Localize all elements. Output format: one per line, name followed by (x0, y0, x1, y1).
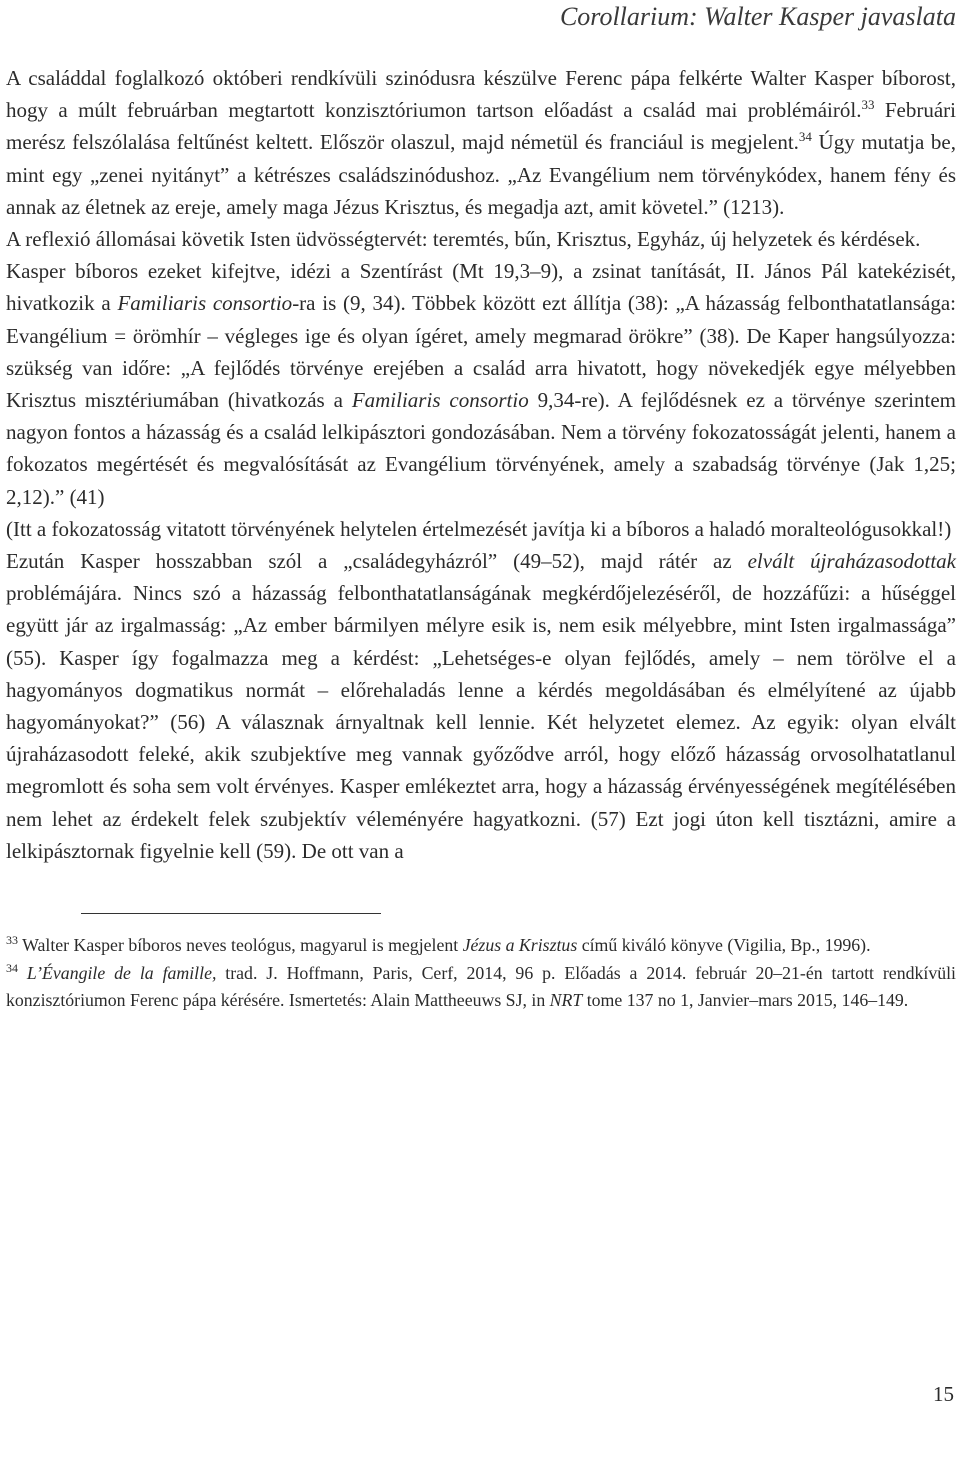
footnote-33-text-a: Walter Kasper bíboros neves teológus, magyarul is megjelent (18, 935, 463, 956)
footnote-34-text-b: tome 137 no 1, Janvier–mars 2015, 146–149. (582, 990, 909, 1011)
paragraph-4: (Itt a fokozatosság vitatott törvényének helytelen értelmezését javítja ki a bíboros a haladó moralteológusokkal!) (6, 516, 952, 541)
paragraph-3-italic-1: Familiaris consortio (117, 291, 293, 316)
paragraph-3-text-c: 9,34-re). A fejlődésnek ez a törvénye szerintem nagyon fontos a házasság és a család lelkipásztori gondozásában. Nem a törvény fokozatosságát jelenti, hanem a fokozatos megértését és megvalósítását az Evangélium törvényének, amely a szabadság törvénye (Jak 1,25; 2,12).” (41) (6, 388, 956, 509)
footnote-34 (6, 960, 956, 1015)
paragraph-3-text-a: Kasper bíboros ezeket kifejtve, idézi a Szentírást (Mt 19,3–9), a zsinat tanítását, II. János Pál katekézisét, hivatkozik a (6, 259, 956, 316)
paragraph-3-text-b: -ra is (9, 34). Többek között ezt állítja (38): „A házasság felbonthatatlansága: Evangélium = örömhír – végleges ige és olyan ígéret, amely megmarad örökre” (38). De Kaper hangsúlyozza: szükség van időre: „A fejlődés törvénye erejében a család arra hivatott, hogy növekedjék egye mélyebben Krisztus misztériumában (hivatkozás a (6, 291, 956, 413)
paragraph-5-text-b: problémájára. Nincs szó a házasság felbonthatatlanságának megkérdőjelezéséről, de hozzáfűzi: a hűséggel együtt jár az irgalmasság: „Az ember bármilyen mélyre esik is, nem esik mélyebbre, mint Isten irgalmassága” (55). Kasper így fogalmazza meg a kérdést: „Lehetséges-e olyan fejlődés, amely – nem törölve el a hagyományos dogmatikus normát – előrehaladás lenne a kérdés megoldásában és elmélyítené az újabb hagyományokat?” (56) A válasznak árnyaltnak kell lennie. Két helyzetet elemez. Az egyik: olyan elvált újraházasodott feleké, akik szubjektíve meg vannak győződve arról, hogy előző házasság orvosolhatatlanul megromlott és soha sem volt érvényes. Kasper emlékeztet arra, hogy a házasság érvényességének megítélésében nem lehet az érdekelt felek szubjektív véleményére hagyatkozni. (57) Ezt jogi úton kell tisztázni, amire a lelkipásztornak figyelnie kell (59). De ott van a (6, 581, 956, 863)
paragraph-1-text-c: Úgy mutatja be, mint egy „zenei nyitányt” a kétrészes családszinódushoz. „Az Evangélium nem törvénykódex, hanem fény és annak az életnek az ereje, amely maga Jézus Krisztus, és megadja azt, amit követel.” (1213). (6, 130, 956, 219)
paragraph-1-text-a: A családdal foglalkozó októberi rendkívüli szinódusra készülve Ferenc pápa felkérte Walter Kasper bíborost, hogy a múlt februárban megtartott konzisztóriumon tartson előadást a család mai problémáiról. (6, 66, 956, 123)
footnote-number-34: 34 (6, 960, 18, 975)
footnote-33-italic: Jézus a Krisztus (462, 935, 578, 956)
footnote-33-text-b: című kiváló könyve (Vigilia, Bp., 1996). (577, 935, 871, 956)
footnote-ref-34[interactable]: 34 (798, 129, 812, 145)
body-text (6, 62, 956, 867)
footnote-34-text-a: trad. J. Hoffmann, Paris, Cerf, 2014, 96 p. Előadás a 2014. február 20–21-én tartott rendkívüli konzisztóriumon Ferenc pápa kérésére. Ismertetés: Alain Mattheeuws SJ, in (6, 962, 956, 1011)
paragraph-3 (6, 255, 956, 513)
paragraph-3-italic-2: Familiaris consortio (351, 388, 529, 413)
paragraph-2: A reflexió állomásai követik Isten üdvösségtervét: teremtés, bűn, Krisztus, Egyház, új helyzetek és kérdések. (6, 227, 921, 252)
footnote-divider (81, 913, 381, 914)
paragraph-1 (6, 62, 956, 223)
paragraph-5 (6, 545, 956, 867)
paragraph-5-italic-1: elvált újraházasodottak (747, 549, 956, 574)
footnotes (6, 932, 956, 1015)
paragraph-1-text-b: Februári merész felszólalása feltűnést keltett. Először olaszul, majd németül és franciául is megjelent. (6, 98, 956, 155)
page-number: 15 (933, 1382, 954, 1406)
footnote-33 (6, 932, 956, 960)
footnote-number-33: 33 (6, 933, 18, 948)
footnote-ref-33[interactable]: 33 (861, 97, 875, 113)
page-title: Corollarium: Walter Kasper javaslata (559, 2, 956, 31)
footnote-34-italic: L’Évangile de la famille, (26, 962, 217, 983)
footnote-34-italic-2: NRT (549, 990, 583, 1011)
paragraph-5-text-a: Ezután Kasper hosszabban szól a „családegyházról” (49–52), majd rátér az (6, 549, 748, 574)
